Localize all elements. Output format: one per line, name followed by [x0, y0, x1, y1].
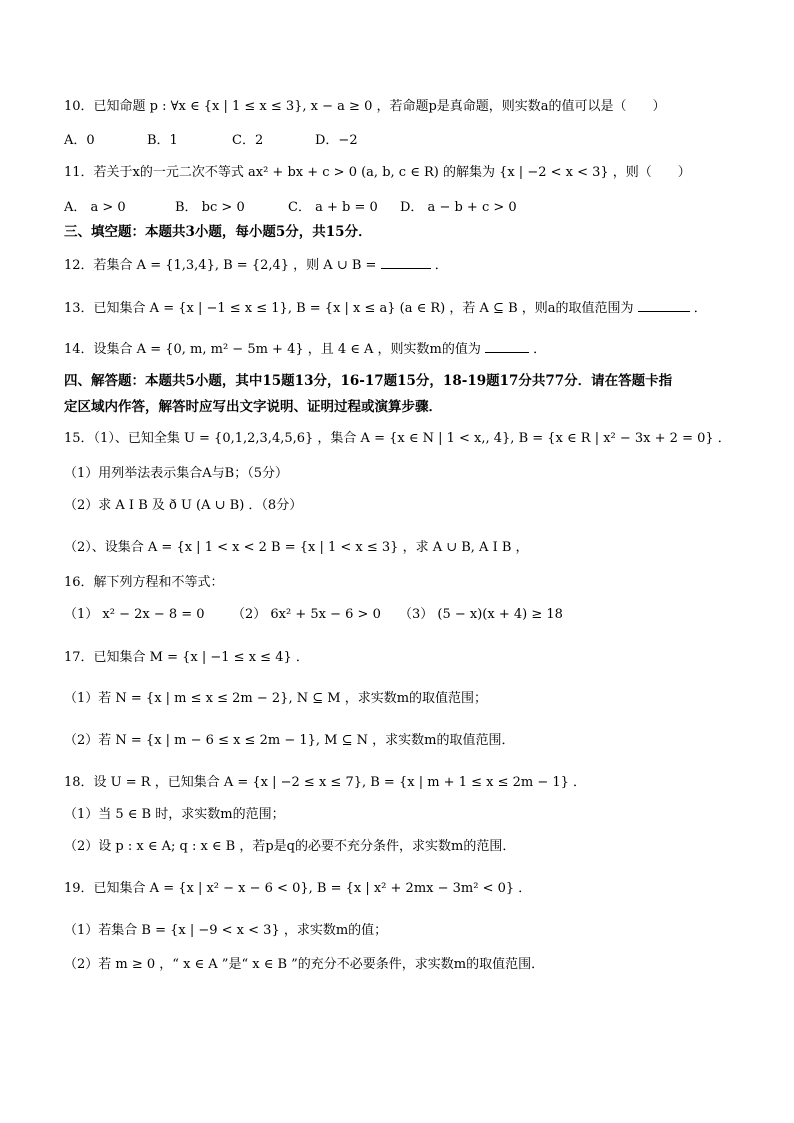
q18-part2: （2）设 p : x ∈ A; q : x ∈ B ，若p是q的必要不充分条件，求实数m的范围． [64, 839, 516, 854]
q14-end: ． [533, 342, 547, 357]
q10-option-d: D．−2 [315, 133, 358, 148]
q12-line [64, 256, 448, 275]
q15-part2: （2）求 A I B 及 ð U (A ∪ B) ．（8分） [64, 498, 303, 513]
q16-item-3: （3） (5 − x)(x + 4) ≥ 18 [399, 607, 563, 622]
q15-stem: 15．（1）、已知全集 U = {0,1,2,3,4,5,6} ，集合 A = {x ∈ N | 1 < x,, 4}, B = {x ∈ R | x² − 3x + 2 = 0} ． [64, 431, 731, 446]
q12-end: ． [434, 258, 448, 273]
section4-heading-line1: 四、解答题：本题共5小题，其中15题13分，16-17题15分，18-19题17分共77分．请在答题卡指 [64, 373, 673, 389]
q14-line [64, 340, 546, 359]
q11-option-a: A． a > 0 [64, 200, 126, 215]
q19-stem: 19．已知集合 A = {x | x² − x − 6 < 0}, B = {x | x² + 2mx − 3m² < 0} ． [64, 881, 532, 896]
q19-part2: （2）若 m ≥ 0 ，“ x ∈ A ”是“ x ∈ B ”的充分不必要条件，求实数m的取值范围． [64, 957, 545, 972]
q11-option-c: C． a + b = 0 [288, 200, 378, 215]
q16-item-1: （1） x² − 2x − 8 = 0 [64, 607, 205, 622]
q17-part1: （1）若 N = {x | m ≤ x ≤ 2m − 2}, N ⊆ M ，求实数m的取值范围； [64, 691, 488, 706]
q19-part1: （1）若集合 B = {x | −9 < x < 3} ，求实数m的值； [64, 923, 388, 938]
q10-option-c: C．2 [232, 133, 264, 148]
section3-heading: 三、填空题：本题共3小题，每小题5分，共15分． [64, 224, 372, 240]
section4-heading-line2: 定区域内作答，解答时应写出文字说明、证明过程或演算步骤． [64, 399, 442, 415]
q16-item-2: （2） 6x² + 5x − 6 > 0 [232, 607, 381, 622]
q13-answer-blank [638, 299, 690, 312]
q17-stem: 17．已知集合 M = {x | −1 ≤ x ≤ 4} ． [64, 650, 309, 665]
q13-line [64, 299, 707, 318]
q12-stem: 12．若集合 A = {1,3,4}, B = {2,4} ，则 A ∪ B = [64, 258, 377, 273]
q12-answer-blank [381, 256, 431, 269]
q14-stem: 14．设集合 A = {0, m, m² − 5m + 4} ，且 4 ∈ A ，则实数m的值为 [64, 342, 481, 357]
q16-stem: 16．解下列方程和不等式： [64, 575, 224, 590]
q15-part1: （1）用列举法表示集合A与B；（5分） [64, 466, 288, 481]
q10-option-a: A．0 [64, 133, 95, 148]
q13-stem: 13．已知集合 A = {x | −1 ≤ x ≤ 1}, B = {x | x ≤ a} (a ∈ R) ，若 A ⊆ B ，则a的取值范围为 [64, 301, 634, 316]
q17-part2: （2）若 N = {x | m − 6 ≤ x ≤ 2m − 1}, M ⊆ N ，求实数m的取值范围． [64, 733, 515, 748]
q11-stem: 11．若关于x的一元二次不等式 ax² + bx + c > 0 (a, b, c ∈ R) 的解集为 {x | −2 < x < 3} ，则（ ） [64, 165, 691, 180]
q18-stem: 18．设 U = R ，已知集合 A = {x | −2 ≤ x ≤ 7}, B = {x | m + 1 ≤ x ≤ 2m − 1} ． [64, 775, 587, 790]
q11-option-b: B． bc > 0 [175, 200, 245, 215]
q13-end: ． [693, 301, 707, 316]
q15-part3: （2）、设集合 A = {x | 1 < x < 2 B = {x | 1 < x ≤ 3} ，求 A ∪ B, A I B ， [64, 540, 529, 555]
q10-option-b: B．1 [147, 133, 178, 148]
q10-stem: 10．已知命题 p : ∀x ∈ {x | 1 ≤ x ≤ 3}, x − a ≥ 0 ，若命题p是真命题，则实数a的值可以是（ ） [64, 99, 666, 114]
q14-answer-blank [485, 340, 529, 353]
q11-option-d: D． a − b + c > 0 [400, 200, 517, 215]
q18-part1: （1）当 5 ∈ B 时，求实数m的范围； [64, 807, 285, 822]
